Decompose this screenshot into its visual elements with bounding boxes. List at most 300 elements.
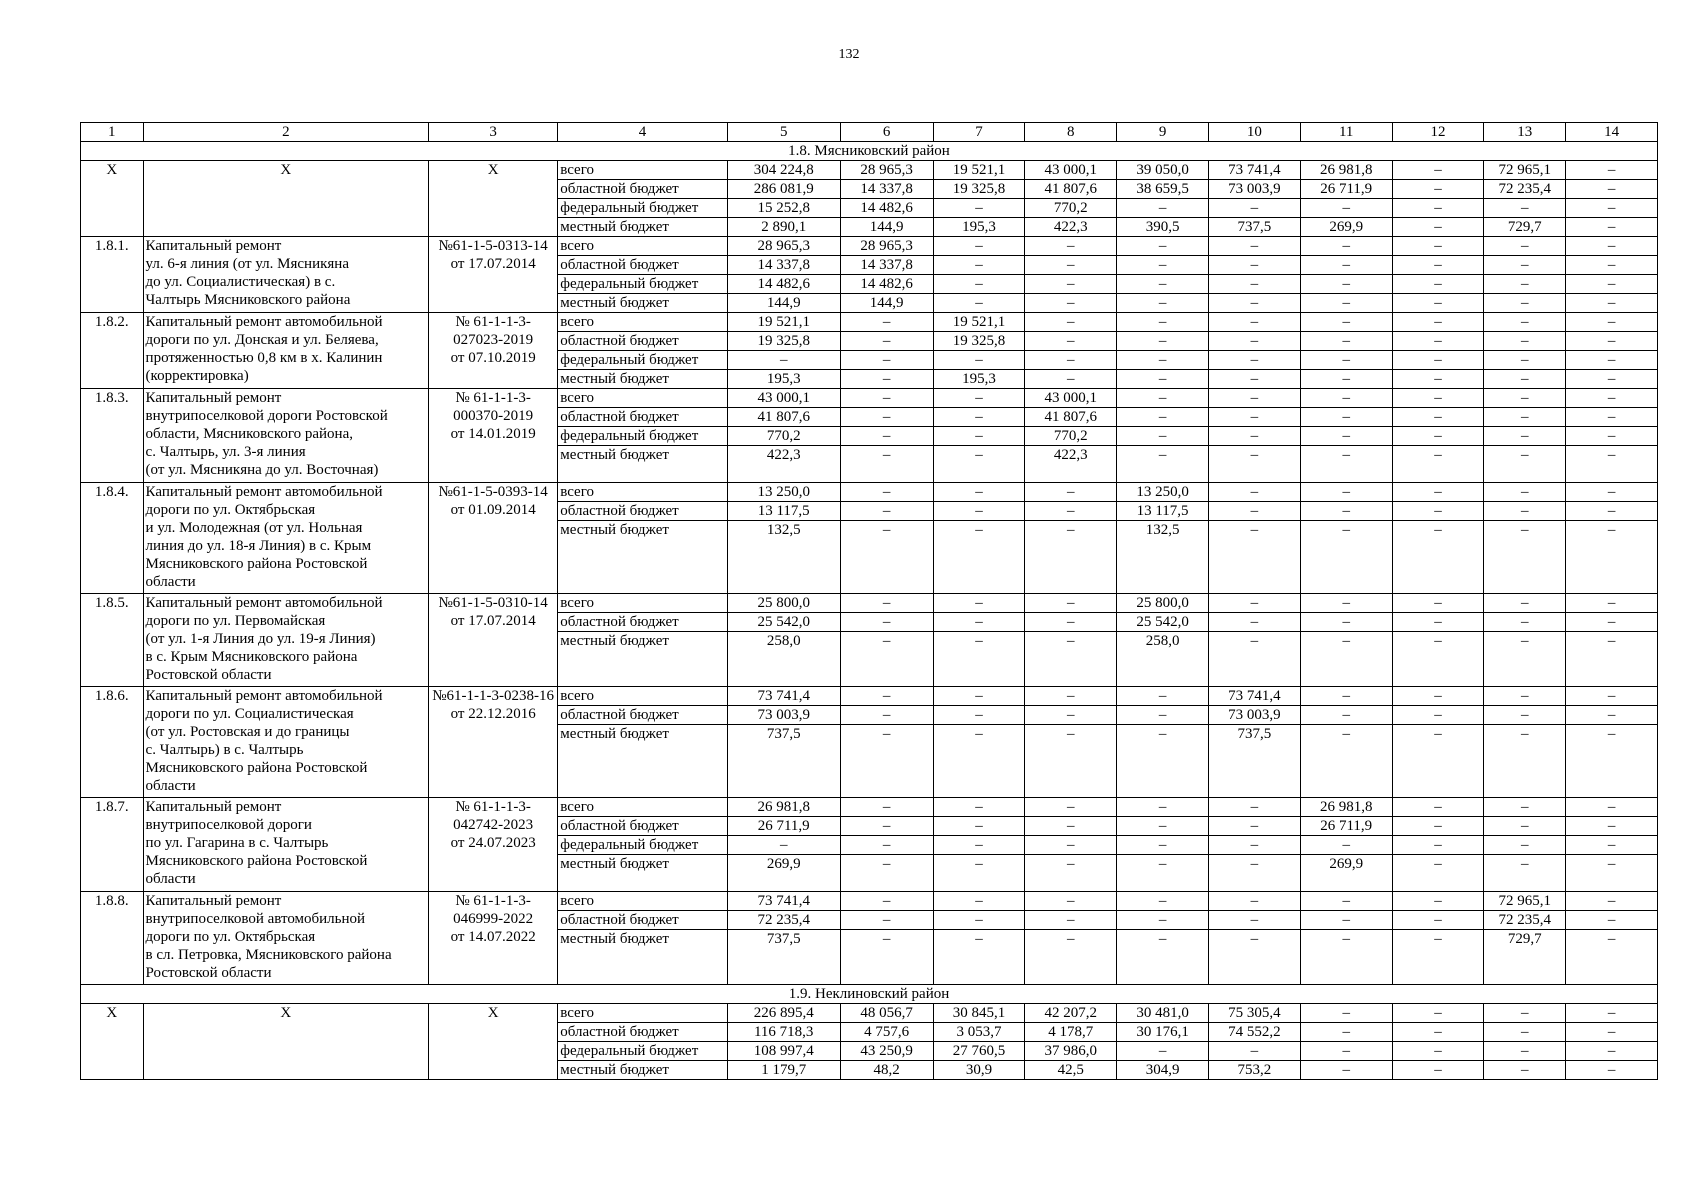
- value-cell: –: [1566, 798, 1658, 817]
- value-cell: 737,5: [1208, 218, 1300, 237]
- value-cell: –: [1392, 632, 1484, 687]
- section-title: 1.8. Мясниковский район: [81, 142, 1658, 161]
- column-number: 5: [727, 123, 840, 142]
- cell-line: Капитальный ремонт автомобильной: [145, 314, 383, 330]
- value-cell: –: [840, 632, 933, 687]
- value-cell: –: [1484, 199, 1566, 218]
- value-cell: –: [933, 930, 1025, 985]
- value-cell: –: [1484, 294, 1566, 313]
- value-cell: –: [1392, 911, 1484, 930]
- value-cell: –: [1484, 427, 1566, 446]
- value-cell: –: [840, 389, 933, 408]
- value-cell: –: [1300, 483, 1392, 502]
- value-cell: –: [1117, 256, 1209, 275]
- cell-line: области, Мясниковского района,: [145, 426, 353, 442]
- cell-line: Ростовской области: [145, 667, 272, 683]
- value-cell: –: [1300, 1042, 1392, 1061]
- value-cell: 39 050,0: [1117, 161, 1209, 180]
- value-cell: 25 800,0: [1117, 594, 1209, 613]
- value-cell: –: [1300, 613, 1392, 632]
- value-cell: –: [1566, 180, 1658, 199]
- cell-line: № 61-1-1-3-: [455, 799, 531, 815]
- value-cell: –: [1025, 855, 1117, 892]
- value-cell: –: [1300, 446, 1392, 483]
- funding-source: областной бюджет: [558, 408, 728, 427]
- value-cell: –: [1025, 594, 1117, 613]
- cell-line: Капитальный ремонт: [145, 893, 282, 909]
- value-cell: –: [1300, 502, 1392, 521]
- value-cell: –: [1300, 237, 1392, 256]
- value-cell: –: [1484, 687, 1566, 706]
- value-cell: 25 800,0: [727, 594, 840, 613]
- cell-line: (корректировка): [145, 368, 249, 384]
- value-cell: 737,5: [727, 725, 840, 798]
- value-cell: –: [933, 687, 1025, 706]
- cell-line: в сл. Петровка, Мясниковского района: [145, 947, 392, 963]
- value-cell: –: [933, 855, 1025, 892]
- value-cell: –: [933, 427, 1025, 446]
- item-document: [429, 389, 558, 483]
- value-cell: 28 965,3: [727, 237, 840, 256]
- value-cell: –: [1392, 294, 1484, 313]
- value-cell: 73 741,4: [727, 892, 840, 911]
- value-cell: –: [1300, 725, 1392, 798]
- value-cell: 753,2: [1208, 1061, 1300, 1080]
- value-cell: 144,9: [727, 294, 840, 313]
- value-cell: –: [1117, 911, 1209, 930]
- value-cell: 13 250,0: [1117, 483, 1209, 502]
- value-cell: –: [840, 892, 933, 911]
- funding-source: местный бюджет: [558, 1061, 728, 1080]
- value-cell: –: [933, 483, 1025, 502]
- value-cell: –: [1566, 594, 1658, 613]
- value-cell: –: [1484, 275, 1566, 294]
- cell-line: Чалтырь Мясниковского района: [145, 292, 351, 308]
- value-cell: –: [1300, 1023, 1392, 1042]
- value-cell: –: [1025, 294, 1117, 313]
- funding-source: всего: [558, 594, 728, 613]
- value-cell: –: [933, 275, 1025, 294]
- value-cell: –: [1392, 798, 1484, 817]
- funding-source: областной бюджет: [558, 180, 728, 199]
- value-cell: –: [1300, 836, 1392, 855]
- cell-line: от 17.07.2014: [450, 256, 536, 272]
- value-cell: –: [1484, 446, 1566, 483]
- cell-line: ул. 6-я линия (от ул. Мясникяна: [145, 256, 349, 272]
- cell-line: № 61-1-1-3-: [455, 390, 531, 406]
- value-cell: –: [1208, 521, 1300, 594]
- value-cell: –: [1484, 389, 1566, 408]
- value-cell: –: [1484, 521, 1566, 594]
- value-cell: –: [1117, 817, 1209, 836]
- value-cell: –: [840, 594, 933, 613]
- value-cell: –: [1566, 294, 1658, 313]
- value-cell: 48,2: [840, 1061, 933, 1080]
- cell-line: №61-1-5-0310-14: [438, 595, 548, 611]
- item-document: [429, 594, 558, 687]
- value-cell: –: [1300, 370, 1392, 389]
- value-cell: 43 000,1: [1025, 161, 1117, 180]
- column-number: 4: [558, 123, 728, 142]
- value-cell: –: [1484, 408, 1566, 427]
- value-cell: 132,5: [1117, 521, 1209, 594]
- value-cell: –: [933, 706, 1025, 725]
- value-cell: –: [1300, 351, 1392, 370]
- cell-line: (от ул. Мясникяна до ул. Восточная): [145, 462, 379, 478]
- value-cell: –: [1208, 256, 1300, 275]
- value-cell: 26 981,8: [1300, 798, 1392, 817]
- value-cell: –: [1484, 256, 1566, 275]
- funding-source: областной бюджет: [558, 332, 728, 351]
- value-cell: 74 552,2: [1208, 1023, 1300, 1042]
- value-cell: –: [1117, 237, 1209, 256]
- value-cell: –: [1117, 351, 1209, 370]
- value-cell: 43 000,1: [727, 389, 840, 408]
- value-cell: –: [840, 313, 933, 332]
- value-cell: –: [1208, 817, 1300, 836]
- value-cell: –: [1566, 836, 1658, 855]
- funding-source: местный бюджет: [558, 294, 728, 313]
- funding-source: местный бюджет: [558, 446, 728, 483]
- value-cell: –: [1208, 1042, 1300, 1061]
- funding-source: местный бюджет: [558, 370, 728, 389]
- value-cell: –: [1025, 892, 1117, 911]
- cell-line: Капитальный ремонт: [145, 390, 282, 406]
- item-name: [143, 389, 429, 483]
- value-cell: –: [933, 389, 1025, 408]
- value-cell: 132,5: [727, 521, 840, 594]
- cell-line: с. Чалтырь, ул. 3-я линия: [145, 444, 306, 460]
- value-cell: –: [1208, 351, 1300, 370]
- value-cell: –: [1566, 408, 1658, 427]
- value-cell: 19 325,8: [933, 180, 1025, 199]
- table-row: [81, 313, 1658, 332]
- value-cell: –: [840, 817, 933, 836]
- cell-line: от 22.12.2016: [450, 706, 536, 722]
- value-cell: –: [1392, 427, 1484, 446]
- value-cell: –: [840, 427, 933, 446]
- value-cell: –: [933, 294, 1025, 313]
- funding-source: федеральный бюджет: [558, 1042, 728, 1061]
- item-name: [143, 594, 429, 687]
- value-cell: –: [1300, 930, 1392, 985]
- value-cell: –: [840, 408, 933, 427]
- value-cell: 28 965,3: [840, 237, 933, 256]
- funding-source: областной бюджет: [558, 502, 728, 521]
- value-cell: 25 542,0: [727, 613, 840, 632]
- value-cell: 30 845,1: [933, 1004, 1025, 1023]
- value-cell: –: [1566, 199, 1658, 218]
- value-cell: –: [1025, 502, 1117, 521]
- value-cell: –: [933, 798, 1025, 817]
- value-cell: –: [1208, 930, 1300, 985]
- value-cell: –: [1392, 199, 1484, 218]
- value-cell: –: [1392, 817, 1484, 836]
- item-document: [429, 237, 558, 313]
- table-row: [81, 389, 1658, 408]
- cell-line: №61-1-5-0313-14: [438, 238, 548, 254]
- value-cell: –: [1566, 313, 1658, 332]
- cell-line: по ул. Гагарина в с. Чалтырь: [145, 835, 329, 851]
- value-cell: 19 325,8: [933, 332, 1025, 351]
- value-cell: –: [1025, 687, 1117, 706]
- cell-line: дороги по ул. Октябрьская: [145, 502, 316, 518]
- value-cell: –: [1117, 313, 1209, 332]
- value-cell: –: [1117, 855, 1209, 892]
- value-cell: –: [1208, 313, 1300, 332]
- value-cell: –: [933, 237, 1025, 256]
- funding-source: местный бюджет: [558, 930, 728, 985]
- value-cell: –: [1117, 427, 1209, 446]
- value-cell: –: [1300, 408, 1392, 427]
- value-cell: –: [1566, 161, 1658, 180]
- value-cell: –: [1117, 1042, 1209, 1061]
- value-cell: –: [1392, 687, 1484, 706]
- value-cell: –: [840, 351, 933, 370]
- cell-line: дороги по ул. Социалистическая: [145, 706, 354, 722]
- item-name: [143, 313, 429, 389]
- value-cell: 73 003,9: [1208, 180, 1300, 199]
- value-cell: 72 235,4: [1484, 911, 1566, 930]
- item-document: [429, 798, 558, 892]
- cell-line: 046999-2022: [453, 911, 534, 927]
- value-cell: 75 305,4: [1208, 1004, 1300, 1023]
- value-cell: –: [1392, 836, 1484, 855]
- value-cell: 26 981,8: [727, 798, 840, 817]
- item-name: [143, 892, 429, 985]
- value-cell: –: [1392, 332, 1484, 351]
- funding-source: областной бюджет: [558, 613, 728, 632]
- value-cell: –: [1566, 237, 1658, 256]
- value-cell: –: [1392, 389, 1484, 408]
- value-cell: 30 176,1: [1117, 1023, 1209, 1042]
- cell-line: от 24.07.2023: [450, 835, 536, 851]
- value-cell: –: [840, 836, 933, 855]
- cell-line: области: [145, 574, 196, 590]
- value-cell: –: [933, 521, 1025, 594]
- budget-table: [80, 122, 1658, 1080]
- value-cell: –: [1392, 892, 1484, 911]
- cell-line: №61-1-1-3-0238-16: [432, 688, 555, 704]
- value-cell: –: [1392, 237, 1484, 256]
- value-cell: –: [1392, 256, 1484, 275]
- funding-source: местный бюджет: [558, 855, 728, 892]
- value-cell: –: [1208, 370, 1300, 389]
- table-row: [81, 798, 1658, 817]
- item-number: 1.8.8.: [81, 892, 144, 985]
- value-cell: 72 965,1: [1484, 161, 1566, 180]
- value-cell: –: [1484, 798, 1566, 817]
- value-cell: 26 981,8: [1300, 161, 1392, 180]
- cell-line: внутрипоселковой автомобильной: [145, 911, 366, 927]
- value-cell: –: [1392, 594, 1484, 613]
- item-document: [429, 483, 558, 594]
- value-cell: –: [1566, 687, 1658, 706]
- funding-source: федеральный бюджет: [558, 275, 728, 294]
- value-cell: –: [1566, 817, 1658, 836]
- value-cell: –: [1117, 892, 1209, 911]
- value-cell: –: [1025, 725, 1117, 798]
- item-name: [143, 798, 429, 892]
- value-cell: –: [1484, 706, 1566, 725]
- value-cell: –: [933, 502, 1025, 521]
- value-cell: 14 337,8: [727, 256, 840, 275]
- funding-source: местный бюджет: [558, 725, 728, 798]
- value-cell: 14 337,8: [840, 180, 933, 199]
- value-cell: –: [1117, 930, 1209, 985]
- value-cell: 19 521,1: [933, 161, 1025, 180]
- value-cell: 269,9: [727, 855, 840, 892]
- value-cell: 42 207,2: [1025, 1004, 1117, 1023]
- funding-source: всего: [558, 313, 728, 332]
- value-cell: –: [1300, 313, 1392, 332]
- cell-line: 042742-2023: [453, 817, 534, 833]
- value-cell: –: [1392, 706, 1484, 725]
- cell-line: от 07.10.2019: [450, 350, 536, 366]
- value-cell: 729,7: [1484, 930, 1566, 985]
- cell-line: от 17.07.2014: [450, 613, 536, 629]
- value-cell: –: [1117, 294, 1209, 313]
- table-row: [81, 161, 1658, 180]
- section-header-row: [81, 142, 1658, 161]
- value-cell: –: [1392, 218, 1484, 237]
- value-cell: –: [1208, 199, 1300, 218]
- column-number: 7: [933, 123, 1025, 142]
- cell-line: Мясниковского района Ростовской: [145, 853, 368, 869]
- value-cell: –: [1484, 502, 1566, 521]
- funding-source: областной бюджет: [558, 256, 728, 275]
- funding-source: всего: [558, 237, 728, 256]
- value-cell: –: [1484, 632, 1566, 687]
- value-cell: 729,7: [1484, 218, 1566, 237]
- value-cell: –: [1392, 446, 1484, 483]
- value-cell: –: [1300, 911, 1392, 930]
- value-cell: 72 235,4: [1484, 180, 1566, 199]
- cell-line: дороги по ул. Донская и ул. Беляева,: [145, 332, 379, 348]
- value-cell: –: [1208, 594, 1300, 613]
- value-cell: –: [1117, 706, 1209, 725]
- value-cell: –: [840, 687, 933, 706]
- funding-source: всего: [558, 798, 728, 817]
- value-cell: –: [1392, 521, 1484, 594]
- value-cell: 41 807,6: [727, 408, 840, 427]
- value-cell: –: [1025, 613, 1117, 632]
- item-number: 1.8.7.: [81, 798, 144, 892]
- value-cell: –: [1208, 892, 1300, 911]
- value-cell: –: [1300, 892, 1392, 911]
- value-cell: 269,9: [1300, 218, 1392, 237]
- value-cell: –: [1392, 1042, 1484, 1061]
- value-cell: 27 760,5: [933, 1042, 1025, 1061]
- value-cell: 422,3: [727, 446, 840, 483]
- value-cell: 108 997,4: [727, 1042, 840, 1061]
- value-cell: 19 521,1: [727, 313, 840, 332]
- value-cell: –: [1208, 427, 1300, 446]
- value-cell: 770,2: [1025, 199, 1117, 218]
- cell-line: области: [145, 871, 196, 887]
- summary-number: Х: [81, 161, 144, 237]
- table-row: [81, 594, 1658, 613]
- value-cell: 258,0: [1117, 632, 1209, 687]
- value-cell: –: [1117, 798, 1209, 817]
- value-cell: –: [1117, 389, 1209, 408]
- summary-document: Х: [429, 161, 558, 237]
- value-cell: –: [1484, 1042, 1566, 1061]
- value-cell: –: [1300, 332, 1392, 351]
- value-cell: –: [1566, 427, 1658, 446]
- item-name: [143, 483, 429, 594]
- value-cell: –: [1566, 892, 1658, 911]
- value-cell: –: [1392, 351, 1484, 370]
- value-cell: –: [840, 798, 933, 817]
- value-cell: –: [1484, 1023, 1566, 1042]
- value-cell: –: [1025, 256, 1117, 275]
- cell-line: с. Чалтырь) в с. Чалтырь: [145, 742, 304, 758]
- value-cell: –: [1117, 275, 1209, 294]
- value-cell: –: [1484, 370, 1566, 389]
- column-number: 9: [1117, 123, 1209, 142]
- section-header-row: [81, 985, 1658, 1004]
- value-cell: 42,5: [1025, 1061, 1117, 1080]
- value-cell: –: [1566, 502, 1658, 521]
- value-cell: –: [933, 594, 1025, 613]
- cell-line: Мясниковского района Ростовской: [145, 760, 368, 776]
- value-cell: –: [1484, 313, 1566, 332]
- value-cell: 26 711,9: [727, 817, 840, 836]
- value-cell: –: [1208, 389, 1300, 408]
- value-cell: –: [1566, 613, 1658, 632]
- column-number: 1: [81, 123, 144, 142]
- cell-line: № 61-1-1-3-: [455, 314, 531, 330]
- value-cell: –: [933, 817, 1025, 836]
- value-cell: –: [1208, 275, 1300, 294]
- value-cell: –: [1566, 351, 1658, 370]
- item-number: 1.8.2.: [81, 313, 144, 389]
- cell-line: дороги по ул. Октябрьская: [145, 929, 316, 945]
- value-cell: –: [933, 256, 1025, 275]
- value-cell: –: [1392, 613, 1484, 632]
- value-cell: 286 081,9: [727, 180, 840, 199]
- cell-line: протяженностью 0,8 км в х. Калинин: [145, 350, 383, 366]
- item-document: [429, 687, 558, 798]
- cell-line: №61-1-5-0393-14: [438, 484, 548, 500]
- value-cell: 258,0: [727, 632, 840, 687]
- value-cell: 30,9: [933, 1061, 1025, 1080]
- value-cell: 73 741,4: [1208, 687, 1300, 706]
- value-cell: –: [727, 836, 840, 855]
- value-cell: –: [1392, 161, 1484, 180]
- column-number: 13: [1484, 123, 1566, 142]
- value-cell: 770,2: [1025, 427, 1117, 446]
- value-cell: –: [840, 521, 933, 594]
- value-cell: –: [1566, 1061, 1658, 1080]
- value-cell: –: [1566, 332, 1658, 351]
- value-cell: –: [1300, 1061, 1392, 1080]
- value-cell: –: [1484, 1061, 1566, 1080]
- value-cell: 144,9: [840, 294, 933, 313]
- value-cell: –: [1300, 521, 1392, 594]
- value-cell: 73 003,9: [727, 706, 840, 725]
- value-cell: –: [1025, 237, 1117, 256]
- value-cell: 38 659,5: [1117, 180, 1209, 199]
- value-cell: –: [1208, 632, 1300, 687]
- value-cell: 41 807,6: [1025, 180, 1117, 199]
- value-cell: –: [1392, 180, 1484, 199]
- value-cell: –: [1025, 521, 1117, 594]
- value-cell: –: [1566, 930, 1658, 985]
- value-cell: 2 890,1: [727, 218, 840, 237]
- value-cell: 269,9: [1300, 855, 1392, 892]
